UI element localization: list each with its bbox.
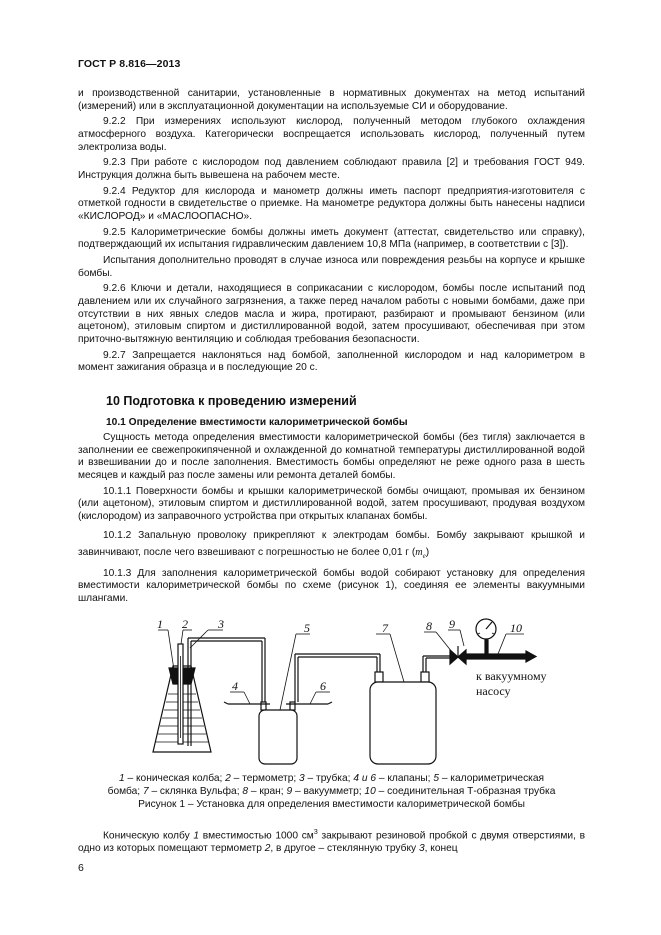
paragraph-text: Коническую колбу [103,830,194,842]
paragraph-text: 10.1.2 Запальную проволоку прикрепляют к электродам бомбы. Бомбу закрывают крышкой и завинчивают, после чего взвешивают с погрешностью не более 0,01 г ( [78,529,585,558]
paragraph: 9.2.3 При работе с кислородом под давлением соблюдают правила [2] и требования ГОСТ 949. Инструкция должна быть вывешена на рабочем месте. [78,157,585,181]
figure-label-9: 9 [449,617,455,631]
figure-label-7: 7 [382,621,388,635]
caption-text: – трубка; [304,773,354,784]
figure-label-8: 8 [426,619,432,633]
figure-label-10: 10 [510,621,522,635]
caption-number: 5 [433,773,439,784]
paragraph: 9.2.2 При измерениях используют кислород, полученный методом глубокого охлаждения атмосферного воздуха. Категорически воспрещается использовать кислород, полученный путем электролиза воды. [78,116,585,153]
caption-number: 4 и 6 [353,773,376,784]
vacuum-pump-label: насосу [476,684,511,698]
figure-label-3: 3 [218,617,224,631]
paragraph [78,527,585,565]
caption-number: 8 [242,786,249,797]
figure-label-2: 2 [182,617,188,631]
paragraph: 9.2.7 Запрещается наклоняться над бомбой, заполненной кислородом и над калориметром в момент зажигания образца и в последующие 20 с. [78,349,585,374]
figure-label-5: 5 [304,621,310,635]
paragraph: Сущность метода определения вместимости калориметрической бомбы (без тигля) заключается в заполнении ее свежепрокипяченной и охлажденной до комнатной температуры дистиллированной водой и взвешивании до и после заполнения. Вместимость бомбы определяют не реже одного раза в шесть месяцев и каждый раз после замены или ремонта деталей бомбы. [78,431,585,481]
math-symbol: m [415,546,423,558]
hose-bottle-to-stopcock [423,656,450,672]
stopcock-8 [450,646,466,664]
document-code-header: ГОСТ Р 8.816—2013 [78,58,181,70]
caption-text: – клапаны; [376,773,434,784]
paragraph: 9.2.4 Редуктор для кислорода и манометр должны иметь паспорт предприятия-изготовителя с отметкой годности в свидетельстве о приемке. На манометре редуктора должны быть нанесены надписи «КИСЛОРОД» и «МАСЛООПАСНО». [78,185,585,222]
paragraph-text: ) [425,546,430,558]
thermometer-2 [178,644,183,744]
apparatus-figure [78,606,585,770]
paragraph: Испытания дополнительно проводят в случае износа или повреждения резьбы на корпусе и крышке бомбы. [78,255,585,279]
caption-number: 1 [118,773,125,784]
caption-text: бомба; [107,786,143,797]
caption-legend-line [78,772,585,785]
paragraph: и производственной санитарии, установленные в нормативных документах на метод испытаний (измерений) или в эксплуатационной документации на используемые СИ и оборудование. [78,88,585,112]
paragraph: 9.2.6 Ключи и детали, находящиеся в соприкасании с кислородом, бомбы после испытаний под давлением или их случайного загрязнения, а также перед началом работы с новыми бомбами, даже при отсутствии в них явных следов масла и жира, протирают, разбирают и промывают бензином (или ацетоном), этиловым спиртом и дистиллированной водой, затем просушивают, обеспечивая при этом приточно-вытяжную вентиляцию и соблюдая требования безопасности. [78,283,585,345]
caption-number: 10 [364,786,376,797]
paragraph: 10.1.3 Для заполнения калориметрической бомбы водой собирают установку для определения вместимости калориметрической бомбы по схеме (рисунок 1), соединяя ее элементы вакуумными шлангами. [78,567,585,604]
caption-number: 2 [225,773,231,784]
item-number: 1 [193,830,200,842]
item-number: 2 [264,843,271,855]
caption-text: – склянка Вульфа; [148,786,243,797]
paragraph-text: закрывают резиновой пробкой с двумя отверстиями, в одно из которых помещают термометр [78,830,585,855]
vacuum-pump-label: к вакуумному [476,669,547,683]
body-text [78,88,585,609]
figure-caption [78,772,585,811]
figure-label-4: 4 [232,679,238,693]
caption-number: 3 [299,773,305,784]
caption-text: – калориметрическая [438,773,545,784]
paragraph-text: , в другое – стеклянную трубку [270,843,419,855]
paragraph [78,826,585,855]
figure-title: Рисунок 1 – Установка для определения вместимости калориметрической бомбы [138,799,525,810]
paragraph-text: вместимостью 1000 см [199,830,314,842]
leader-lines [158,630,524,710]
caption-legend-line [78,785,585,798]
page-number: 6 [78,862,84,874]
t-tube-10 [466,640,536,662]
superscript: 3 [313,829,318,836]
caption-number: 7 [142,786,149,797]
apparatus-diagram [78,606,585,770]
subsection-heading: 10.1 Определение вместимости калориметрической бомбы [106,417,408,429]
section-heading: 10 Подготовка к проведению измерений [106,393,357,408]
paragraph: 9.2.5 Калориметрические бомбы должны иметь документ (аттестат, свидетельство или справку), подтверждающий их испытания гидравлическим давлением 10,8 МПа (например, в соответствии с [3]). [78,226,585,251]
item-number: 3 [418,843,425,855]
vacuumeter-9 [476,619,496,639]
math-subscript: e [422,551,426,560]
figure-label-6: 6 [320,679,326,693]
paragraph-text: , конец [424,843,458,855]
caption-text: – термометр; [230,773,300,784]
caption-text: – вакуумметр; [292,786,365,797]
caption-text: – соединительная Т-образная трубка [375,786,556,797]
hose-bomb-to-bottle [295,654,380,702]
figure-label-1: 1 [157,617,163,631]
paragraph: 10.1.1 Поверхности бомбы и крышки калориметрической бомбы очищают, промывая их бензином (или ацетоном), этиловым спиртом и дистиллированной водой, затем просушивают, продувая воздухом (кислородом) из заправочного устройства при открытых клапанах бомбы. [78,485,585,522]
caption-number: 9 [286,786,293,797]
caption-text: – коническая колба; [124,773,226,784]
body-text-continued [78,826,585,855]
calorimetric-bomb-5 [259,702,297,764]
wulff-bottle-7 [370,672,436,764]
caption-text: – кран; [248,786,287,797]
